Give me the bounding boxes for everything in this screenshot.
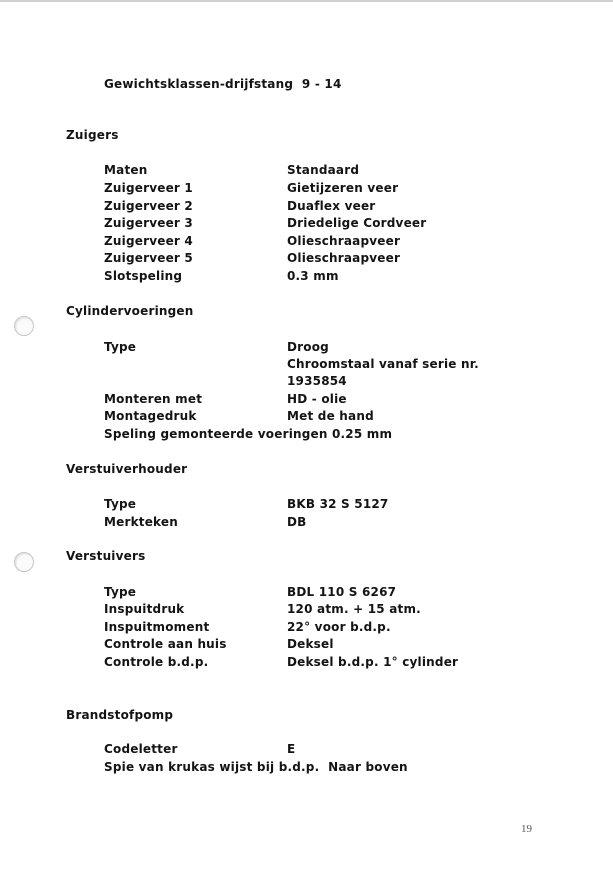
verstuivers-label-type: Type [104, 585, 137, 599]
cylindervoeringen-type-line-1: Droog [287, 340, 329, 354]
punch-hole-bottom [14, 552, 34, 572]
verstuiverhouder-label-type: Type [104, 497, 137, 511]
verstuiverhouder-label-merkteken: Merkteken [104, 515, 178, 529]
zuigers-value-zuigerveer-4: Olieschraapveer [287, 234, 401, 248]
zuigers-label-maten: Maten [104, 163, 148, 177]
zuigers-label-zuigerveer-4: Zuigerveer 4 [104, 234, 193, 248]
zuigers-label-zuigerveer-1: Zuigerveer 1 [104, 181, 193, 195]
section-heading-cylindervoeringen: Cylindervoeringen [66, 304, 194, 318]
verstuivers-label-controle-aan-huis: Controle aan huis [104, 637, 227, 651]
zuigers-label-zuigerveer-5: Zuigerveer 5 [104, 251, 193, 265]
cylindervoeringen-label-montagedruk: Montagedruk [104, 409, 197, 423]
page-number: 19 [521, 823, 532, 835]
section-heading-brandstofpomp: Brandstofpomp [66, 708, 174, 722]
punch-hole-top [14, 316, 34, 336]
brandstofpomp-label-codeletter: Codeletter [104, 742, 178, 756]
verstuivers-value-inspuitdruk: 120 atm. + 15 atm. [287, 602, 421, 616]
verstuivers-value-type: BDL 110 S 6267 [287, 585, 397, 599]
cylindervoeringen-value-montagedruk: Met de hand [287, 409, 374, 423]
zuigers-value-zuigerveer-3: Driedelige Cordveer [287, 216, 427, 230]
zuigers-value-zuigerveer-5: Olieschraapveer [287, 251, 401, 265]
cylindervoeringen-type-line-3: 1935854 [287, 374, 347, 388]
document-title [104, 77, 342, 91]
verstuivers-value-controle-bdp: Deksel b.d.p. 1° cylinder [287, 655, 459, 669]
cylindervoeringen-label-monteren: Monteren met [104, 392, 203, 406]
cylindervoeringen-type-line-2: Chroomstaal vanaf serie nr. [287, 357, 479, 371]
title-value: 9 - 14 [301, 77, 342, 91]
verstuiverhouder-value-type: BKB 32 S 5127 [287, 497, 389, 511]
section-heading-verstuiverhouder: Verstuiverhouder [66, 462, 188, 476]
brandstofpomp-spie-value: Naar boven [328, 760, 408, 774]
verstuivers-value-controle-aan-huis: Deksel [287, 637, 334, 651]
verstuivers-label-controle-bdp: Controle b.d.p. [104, 655, 209, 669]
verstuiverhouder-value-merkteken: DB [287, 515, 307, 529]
brandstofpomp-value-codeletter: E [287, 742, 296, 756]
section-heading-zuigers: Zuigers [66, 128, 119, 142]
verstuivers-label-inspuitmoment: Inspuitmoment [104, 620, 210, 634]
cylindervoeringen-label-type: Type [104, 340, 137, 354]
cylindervoeringen-value-monteren: HD - olie [287, 392, 347, 406]
zuigers-label-zuigerveer-3: Zuigerveer 3 [104, 216, 193, 230]
zuigers-label-zuigerveer-2: Zuigerveer 2 [104, 199, 193, 213]
section-heading-verstuivers: Verstuivers [66, 549, 146, 563]
zuigers-value-zuigerveer-2: Duaflex veer [287, 199, 376, 213]
title-label: Gewichtsklassen-drijfstang [104, 77, 294, 91]
verstuivers-value-inspuitmoment: 22° voor b.d.p. [287, 620, 391, 634]
verstuivers-label-inspuitdruk: Inspuitdruk [104, 602, 185, 616]
cylindervoeringen-speling: Speling gemonteerde voeringen 0.25 mm [104, 427, 393, 441]
zuigers-value-zuigerveer-1: Gietijzeren veer [287, 181, 399, 195]
brandstofpomp-spie-label: Spie van krukas wijst bij b.d.p. [104, 760, 320, 774]
zuigers-value-maten: Standaard [287, 163, 360, 177]
zuigers-value-slotspeling: 0.3 mm [287, 269, 339, 283]
brandstofpomp-spie-line [104, 760, 408, 774]
zuigers-label-slotspeling: Slotspeling [104, 269, 183, 283]
